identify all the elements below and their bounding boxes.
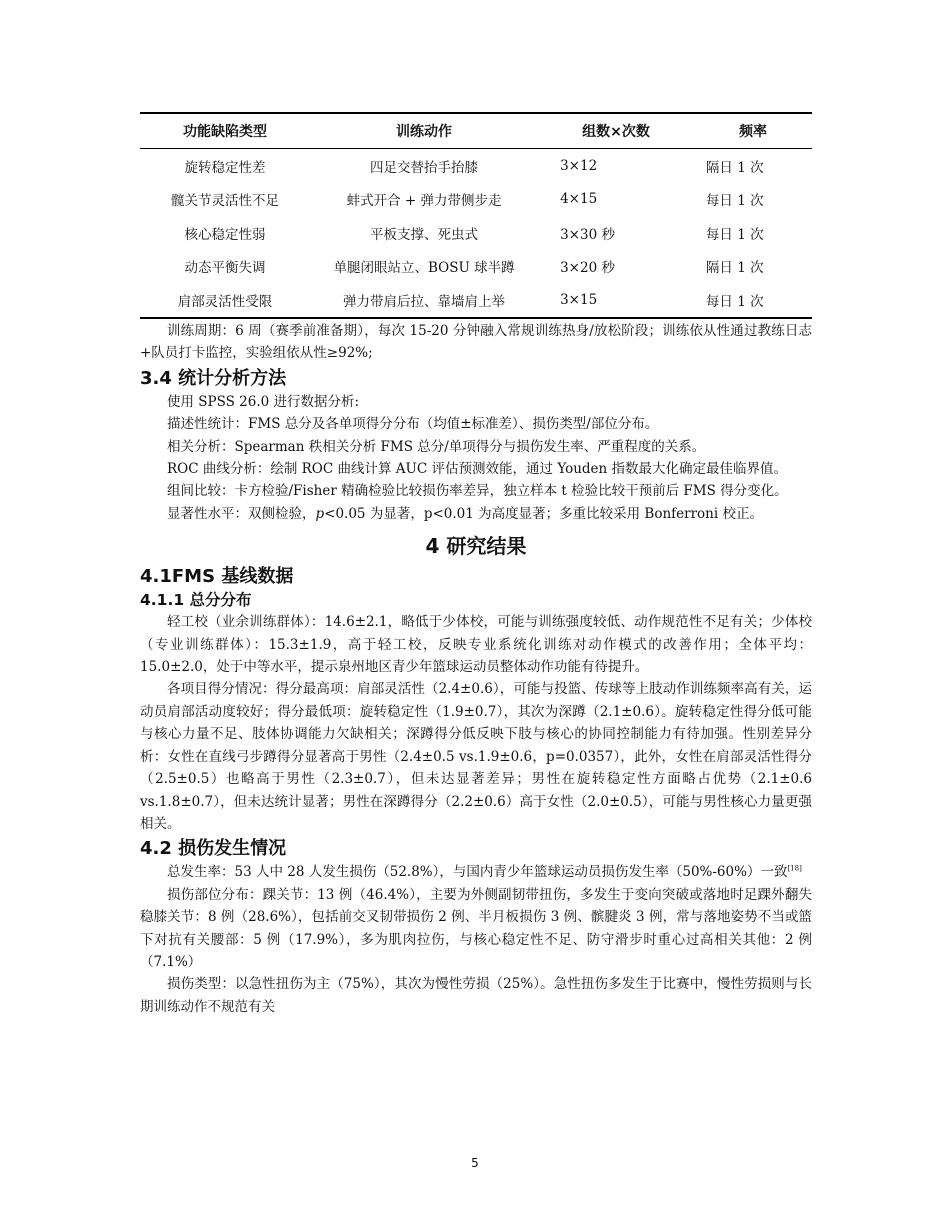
table-cell: 平板支撑、死虫式: [370, 226, 479, 243]
roc-paragraph: ROC 曲线分析：绘制 ROC 曲线计算 AUC 评估预测效能，通过 Youden 指数最大化确定最佳临界值。: [167, 461, 788, 478]
spss-paragraph: 使用 SPSS 26.0 进行数据分析:: [167, 393, 360, 410]
significance-rest: <0.05 为显著，p<0.01 为高度显著；多重比较采用 Bonferroni 校正。: [324, 505, 763, 522]
table-row: [140, 216, 812, 250]
training-table: [140, 112, 812, 319]
table-header-row: [140, 113, 812, 149]
significance-paragraph: [140, 503, 812, 525]
page-number: 5: [471, 1156, 479, 1170]
type-paragraph: 损伤类型：以急性扭伤为主（75%），其次为慢性劳损（25%）。急性扭伤多发生于比赛中，慢性劳损则与长期训练动作不规范有关: [140, 976, 812, 1015]
training-period-paragraph: 训练周期：6 周（赛季前准备期），每次 15-20 分钟融入常规训练热身/放松阶段；训练依从性通过教练日志+队员打卡监控，实验组依从性≥92%;: [140, 323, 812, 362]
table-cell: 3×30 秒: [560, 226, 615, 243]
table-cell: 四足交替抬手抬膝: [370, 159, 479, 176]
table-cell: 旋转稳定性差: [184, 159, 266, 176]
total-distribution-paragraph: 轻工校（业余训练群体）：14.6±2.1，略低于少体校，可能与训练强度较低、动作规范性不足有关；少体校（专业训练群体）：15.3±1.9，高于轻工校，反映专业系统化训练对动作模式的改善作用；全体平均：15.0±2.0，处于中等水平，提示泉州地区青少年篮球运动员整体动作功能有待提升。: [140, 614, 812, 676]
p-symbol: p: [315, 505, 325, 522]
column-header: 训练动作: [310, 113, 538, 149]
section-heading-4-1: 4.1FMS 基线数据: [140, 566, 294, 588]
significance-lead: 显著性水平：双侧检验，: [167, 505, 316, 522]
table-cell: 核心稳定性弱: [184, 226, 266, 243]
group-compare-paragraph: 组间比较：卡方检验/Fisher 精确检验比较损伤率差异，独立样本 t 检验比较干预前后 FMS 得分变化。: [167, 483, 788, 500]
table-cell: 隔日 1 次: [705, 159, 764, 176]
correlation-paragraph: 相关分析：Spearman 秩相关分析 FMS 总分/单项得分与损伤发生率、严重程度的关系。: [167, 438, 706, 455]
column-header: 频率: [694, 113, 812, 149]
table-row: [140, 283, 812, 318]
location-paragraph: 损伤部位分布：踝关节：13 例（46.4%），主要为外侧副韧带扭伤，多发生于变向突破或落地时足踝外翻失稳膝关节：8 例（28.6%），包括前交叉韧带损伤 2 例、半月板损伤 3 例、髌腱炎 3 例，常与落地姿势不当或篮下对抗有关腰部：5 例（17.9%），多为肌肉拉伤，与核心稳定性不足、防守滑步时重心过高相关其他：2 例（7.1%）: [140, 886, 812, 970]
incidence-paragraph: [140, 861, 812, 883]
table-cell: 动态平衡失调: [184, 260, 266, 277]
table-cell: 每日 1 次: [694, 283, 812, 318]
table-cell: 3×12: [560, 157, 598, 174]
table-cell: 每日 1 次: [705, 226, 764, 243]
table-cell: 每日 1 次: [705, 193, 764, 210]
table-cell: 蚌式开合 + 弹力带侧步走: [346, 193, 502, 210]
table-cell: 髋关节灵活性不足: [171, 193, 279, 210]
table-cell: 肩部灵活性受限: [140, 283, 310, 318]
section-heading-3-4: 3.4 统计分析方法: [140, 367, 287, 389]
table-cell: 弹力带肩后拉、靠墙肩上举: [310, 283, 538, 318]
table-row: [140, 183, 812, 217]
table-cell: 3×15: [538, 283, 694, 318]
table-cell: 单腿闭眼站立、BOSU 球半蹲: [333, 260, 515, 277]
descriptive-paragraph: 描述性统计：FMS 总分及各单项得分分布（均值±标准差）、损伤类型/部位分布。: [167, 416, 659, 433]
body-text: [140, 320, 812, 1018]
column-header: 组数×次数: [538, 113, 694, 149]
table-cell: 3×20 秒: [560, 260, 615, 277]
table-row: [140, 149, 812, 183]
table-cell: 4×15: [560, 191, 598, 208]
column-header: 功能缺陷类型: [140, 113, 310, 149]
section-heading-4-1-1: 4.1.1 总分分布: [140, 591, 252, 610]
section-heading-4: 4 研究结果: [425, 534, 527, 559]
section-heading-4-2: 4.2 损伤发生情况: [140, 838, 287, 860]
incidence-text: 总发生率：53 人中 28 人发生损伤（52.8%），与国内青少年篮球运动员损伤发生率（50%-60%）一致: [167, 864, 788, 881]
table-row: [140, 250, 812, 284]
citation-ref: [18]: [787, 864, 802, 873]
item-scores-paragraph: 各项目得分情况：得分最高项：肩部灵活性（2.4±0.6），可能与投篮、传球等上肢动作训练频率高有关，运动员肩部活动度较好；得分最低项：旋转稳定性（1.9±0.7），其次为深蹲（2.1±0.6）。旋转稳定性得分低可能与核心力量不足、肢体协调能力欠缺相关；深蹲得分低反映下肢与核心的协同控制能力有待加强。性别差异分析：女性在直线弓步蹲得分显著高于男性（2.4±0.5 vs.1.9±0.6，p=0.0357），此外，女性在肩部灵活性得分（2.5±0.5）也略高于男性（2.3±0.7），但未达显著差异；男性在旋转稳定性方面略占优势（2.1±0.6 vs.1.8±0.7），但未达统计显著；男性在深蹲得分（2.2±0.6）高于女性（2.0±0.5），可能与男性核心力量更强相关。: [140, 681, 812, 832]
table-cell: 隔日 1 次: [705, 260, 764, 277]
